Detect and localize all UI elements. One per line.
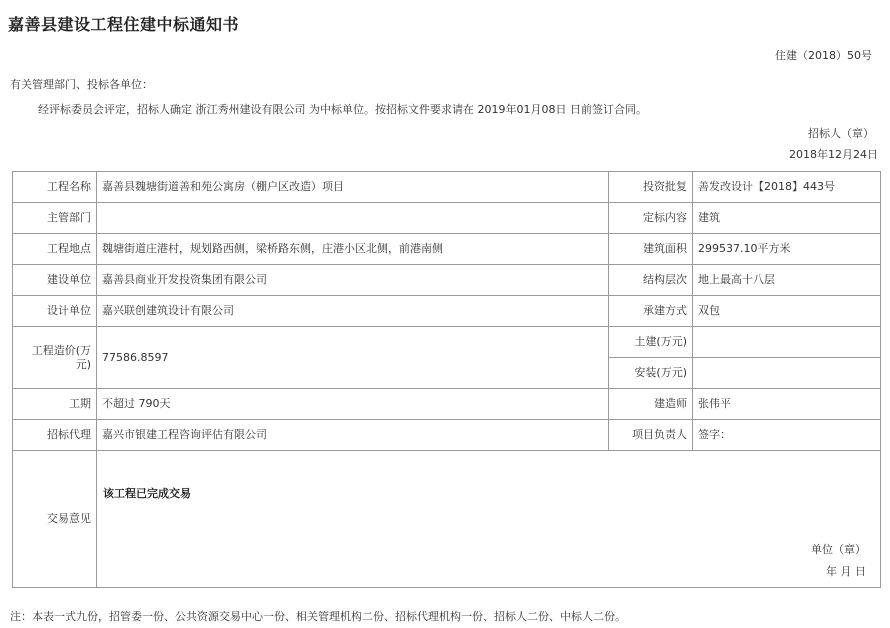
project-name-label: 工程名称 <box>13 172 97 203</box>
opinion-label: 交易意见 <box>13 451 97 588</box>
structure-label: 结构层次 <box>609 265 693 296</box>
investment-label: 投资批复 <box>609 172 693 203</box>
authority-value <box>97 203 609 234</box>
constructor-value: 张伟平 <box>693 389 881 420</box>
tenderer-seal: 招标人（章） <box>808 127 874 140</box>
document-number: 住建（2018）50号 <box>775 49 872 62</box>
opinion-unit-seal: 单位（章） <box>811 543 866 556</box>
addressee: 有关管理部门、投标各单位： <box>10 78 153 91</box>
cost-value: 77586.8597 <box>97 327 609 389</box>
location-label: 工程地点 <box>13 234 97 265</box>
table-row <box>13 203 881 234</box>
location-value: 魏塘街道庄港村，规划路西侧，梁桥路东侧，庄港小区北侧，前港南侧 <box>97 234 609 265</box>
structure-value: 地上最高十八层 <box>693 265 881 296</box>
opinion-date: 年 月 日 <box>826 565 866 578</box>
install-value <box>693 358 881 389</box>
pm-label: 项目负责人 <box>609 420 693 451</box>
footnote: 注：本表一式九份，招管委一份、公共资源交易中心一份、相关管理机构二份、招标代理机构一份、招标人二份、中标人二份。 <box>10 610 626 623</box>
project-name-value: 嘉善县魏塘街道善和苑公寓房（棚户区改造）项目 <box>97 172 609 203</box>
designer-value: 嘉兴联创建筑设计有限公司 <box>97 296 609 327</box>
table-row <box>13 389 881 420</box>
contract-label: 承建方式 <box>609 296 693 327</box>
investment-value: 善发改设计【2018】443号 <box>693 172 881 203</box>
authority-label: 主管部门 <box>13 203 97 234</box>
area-label: 建筑面积 <box>609 234 693 265</box>
period-value: 不超过 790天 <box>97 389 609 420</box>
period-label: 工期 <box>13 389 97 420</box>
builder-value: 嘉善县商业开发投资集团有限公司 <box>97 265 609 296</box>
install-label: 安装(万元) <box>609 358 693 389</box>
bid-content-value: 建筑 <box>693 203 881 234</box>
table-row <box>13 451 881 588</box>
table-row <box>13 296 881 327</box>
constructor-label: 建造师 <box>609 389 693 420</box>
pm-signature: 签字： <box>693 420 881 451</box>
table-row <box>13 172 881 203</box>
civil-label: 土建(万元) <box>609 327 693 358</box>
page-title: 嘉善县建设工程住建中标通知书 <box>8 15 240 34</box>
designer-label: 设计单位 <box>13 296 97 327</box>
issue-date: 2018年12月24日 <box>789 148 878 161</box>
bid-info-table <box>12 171 881 588</box>
builder-label: 建设单位 <box>13 265 97 296</box>
table-row <box>13 265 881 296</box>
cost-label: 工程造价(万元) <box>13 327 97 389</box>
agent-value: 嘉兴市银建工程咨询评估有限公司 <box>97 420 609 451</box>
area-value: 299537.10平方米 <box>693 234 881 265</box>
opinion-cell <box>97 451 881 588</box>
bid-content-label: 定标内容 <box>609 203 693 234</box>
table-row <box>13 327 881 358</box>
contract-value: 双包 <box>693 296 881 327</box>
civil-value <box>693 327 881 358</box>
agent-label: 招标代理 <box>13 420 97 451</box>
table-row <box>13 234 881 265</box>
opinion-text: 该工程已完成交易 <box>103 487 191 500</box>
notice-body: 经评标委员会评定，招标人确定 浙江秀州建设有限公司 为中标单位。按招标文件要求请在 2019年01月08日 日前签订合同。 <box>38 103 647 116</box>
table-row <box>13 420 881 451</box>
